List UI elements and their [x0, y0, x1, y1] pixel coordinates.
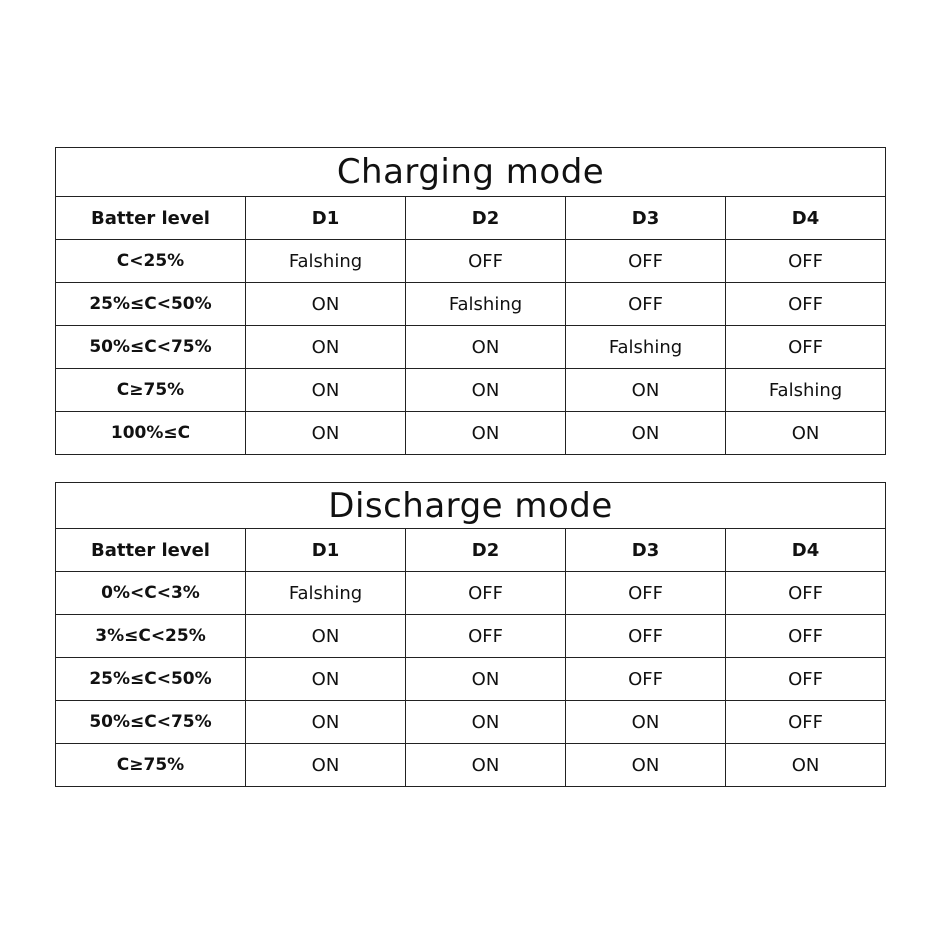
charging-mode-title: Charging mode: [56, 148, 886, 197]
d2-state-cell: Falshing: [406, 283, 566, 326]
battery-level-cell: 0%<C<3%: [56, 572, 246, 615]
battery-level-cell: 3%≤C<25%: [56, 615, 246, 658]
battery-level-cell: 25%≤C<50%: [56, 283, 246, 326]
battery-level-cell: C≥75%: [56, 744, 246, 787]
header-d2: D2: [406, 529, 566, 572]
d4-state-cell: ON: [726, 744, 886, 787]
table-row: [56, 283, 886, 326]
discharge-mode-table: [55, 482, 886, 787]
d2-state-cell: OFF: [406, 572, 566, 615]
d3-state-cell: OFF: [566, 615, 726, 658]
d2-state-cell: ON: [406, 744, 566, 787]
d1-state-cell: Falshing: [246, 572, 406, 615]
d2-state-cell: ON: [406, 412, 566, 455]
d3-state-cell: ON: [566, 369, 726, 412]
d1-state-cell: ON: [246, 412, 406, 455]
header-d3: D3: [566, 197, 726, 240]
battery-level-cell: C≥75%: [56, 369, 246, 412]
d4-state-cell: OFF: [726, 572, 886, 615]
d3-state-cell: OFF: [566, 658, 726, 701]
d4-state-cell: Falshing: [726, 369, 886, 412]
table-title-row: [56, 483, 886, 529]
header-d4: D4: [726, 197, 886, 240]
d2-state-cell: ON: [406, 369, 566, 412]
d2-state-cell: ON: [406, 326, 566, 369]
table-row: [56, 240, 886, 283]
battery-level-cell: 50%≤C<75%: [56, 326, 246, 369]
d3-state-cell: ON: [566, 412, 726, 455]
d1-state-cell: ON: [246, 369, 406, 412]
table-header-row: [56, 197, 886, 240]
d4-state-cell: OFF: [726, 658, 886, 701]
d1-state-cell: ON: [246, 658, 406, 701]
d3-state-cell: OFF: [566, 283, 726, 326]
battery-level-cell: 50%≤C<75%: [56, 701, 246, 744]
d3-state-cell: Falshing: [566, 326, 726, 369]
table-row: [56, 744, 886, 787]
d3-state-cell: OFF: [566, 240, 726, 283]
header-d2: D2: [406, 197, 566, 240]
header-batter-level: Batter level: [56, 529, 246, 572]
header-d1: D1: [246, 197, 406, 240]
d4-state-cell: OFF: [726, 326, 886, 369]
battery-level-cell: 25%≤C<50%: [56, 658, 246, 701]
discharge-mode-title: Discharge mode: [56, 483, 886, 529]
d1-state-cell: ON: [246, 701, 406, 744]
table-row: [56, 701, 886, 744]
d4-state-cell: OFF: [726, 283, 886, 326]
table-title-row: [56, 148, 886, 197]
d4-state-cell: ON: [726, 412, 886, 455]
d4-state-cell: OFF: [726, 615, 886, 658]
table-header-row: [56, 529, 886, 572]
table-row: [56, 369, 886, 412]
d2-state-cell: OFF: [406, 615, 566, 658]
d1-state-cell: ON: [246, 615, 406, 658]
d1-state-cell: ON: [246, 326, 406, 369]
d3-state-cell: OFF: [566, 572, 726, 615]
table-row: [56, 412, 886, 455]
header-d3: D3: [566, 529, 726, 572]
d1-state-cell: ON: [246, 744, 406, 787]
battery-level-cell: C<25%: [56, 240, 246, 283]
table-row: [56, 658, 886, 701]
d4-state-cell: OFF: [726, 240, 886, 283]
d2-state-cell: ON: [406, 701, 566, 744]
table-row: [56, 615, 886, 658]
d2-state-cell: ON: [406, 658, 566, 701]
d3-state-cell: ON: [566, 744, 726, 787]
header-d4: D4: [726, 529, 886, 572]
d1-state-cell: ON: [246, 283, 406, 326]
d3-state-cell: ON: [566, 701, 726, 744]
header-batter-level: Batter level: [56, 197, 246, 240]
d2-state-cell: OFF: [406, 240, 566, 283]
header-d1: D1: [246, 529, 406, 572]
d1-state-cell: Falshing: [246, 240, 406, 283]
battery-level-cell: 100%≤C: [56, 412, 246, 455]
table-row: [56, 572, 886, 615]
d4-state-cell: OFF: [726, 701, 886, 744]
charging-mode-table: [55, 147, 886, 455]
table-row: [56, 326, 886, 369]
